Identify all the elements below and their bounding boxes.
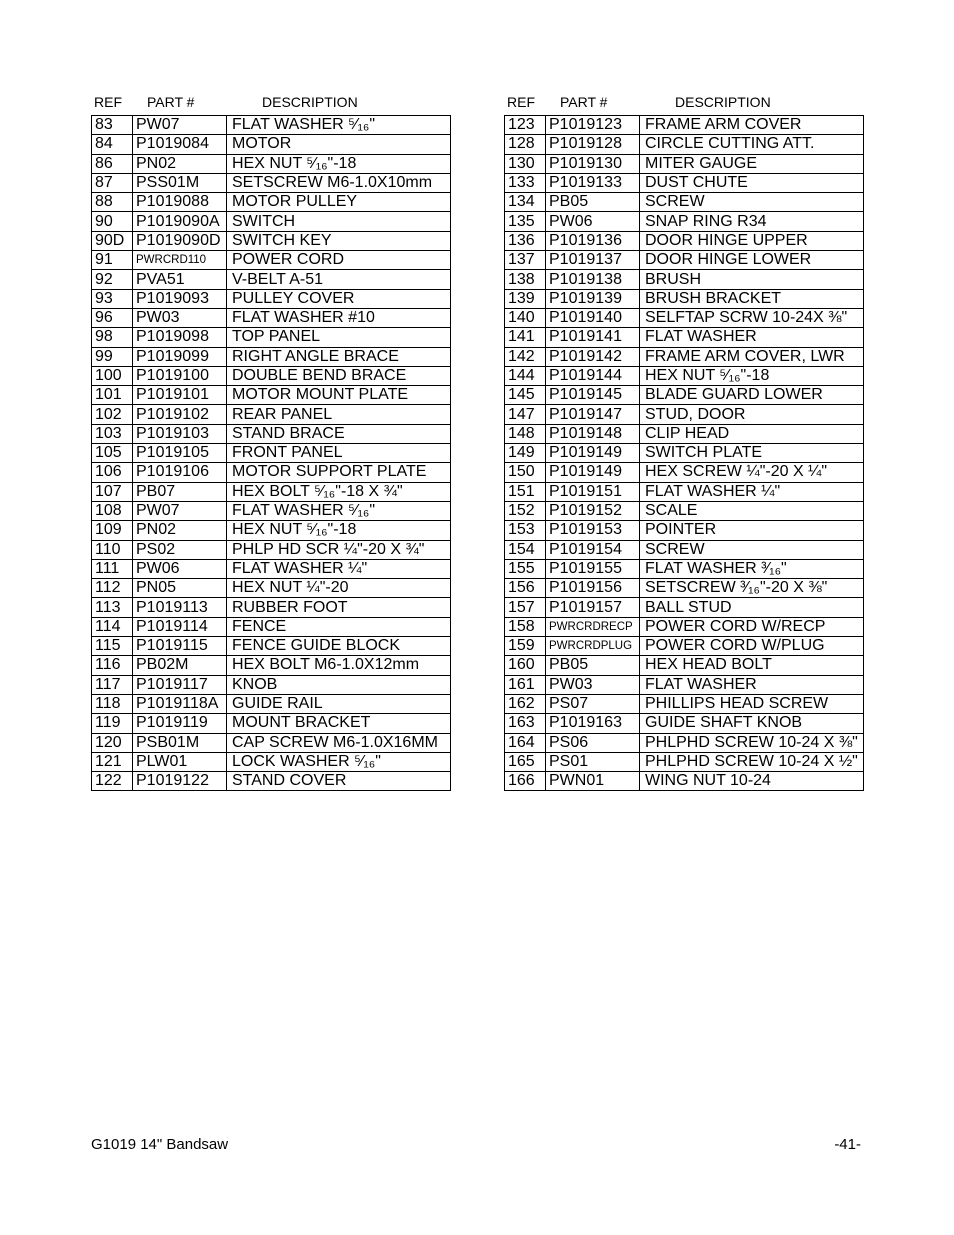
description-cell: WING NUT 10-24 [640, 772, 864, 791]
description-cell: KNOB [227, 675, 451, 694]
part-number-cell: P1019115 [133, 637, 227, 656]
ref-cell: 84 [92, 135, 133, 154]
ref-cell: 150 [505, 463, 546, 482]
description-cell: STAND BRACE [227, 424, 451, 443]
table-row [92, 675, 451, 694]
part-number-cell: P1019141 [546, 328, 640, 347]
ref-cell: 158 [505, 617, 546, 636]
description-cell: PHLP HD SCR ¼"-20 X ¾" [227, 540, 451, 559]
description-cell: PHLPHD SCREW 10-24 X ⅜" [640, 733, 864, 752]
ref-cell: 99 [92, 347, 133, 366]
part-number-cell: P1019114 [133, 617, 227, 636]
description-cell: DUST CHUTE [640, 173, 864, 192]
table-row [92, 289, 451, 308]
part-number-cell: P1019144 [546, 366, 640, 385]
part-number-cell: PWN01 [546, 772, 640, 791]
table-row [505, 366, 864, 385]
part-number-cell: P1019148 [546, 424, 640, 443]
description-cell: SWITCH PLATE [640, 444, 864, 463]
table-row [505, 540, 864, 559]
table-row [92, 772, 451, 791]
part-number-cell: P1019157 [546, 598, 640, 617]
description-cell: GUIDE SHAFT KNOB [640, 714, 864, 733]
description-cell: CLIP HEAD [640, 424, 864, 443]
description-cell: HEX SCREW ¼"-20 X ¼" [640, 463, 864, 482]
part-number-cell: P1019138 [546, 270, 640, 289]
part-number-cell: PLW01 [133, 752, 227, 771]
description-cell: GUIDE RAIL [227, 694, 451, 713]
part-number-cell: P1019088 [133, 193, 227, 212]
ref-cell: 142 [505, 347, 546, 366]
ref-cell: 102 [92, 405, 133, 424]
ref-cell: 118 [92, 694, 133, 713]
part-number-cell: PW03 [546, 675, 640, 694]
ref-cell: 139 [505, 289, 546, 308]
ref-cell: 144 [505, 366, 546, 385]
description-cell: CIRCLE CUTTING ATT. [640, 135, 864, 154]
part-number-cell: P1019136 [546, 231, 640, 250]
ref-cell: 121 [92, 752, 133, 771]
part-number-cell: P1019140 [546, 308, 640, 327]
header-part: PART # [147, 94, 195, 110]
description-cell: SNAP RING R34 [640, 212, 864, 231]
part-number-cell: PW03 [133, 308, 227, 327]
table-row [92, 386, 451, 405]
part-number-cell: P1019155 [546, 559, 640, 578]
table-row [505, 135, 864, 154]
table-row [505, 714, 864, 733]
ref-cell: 111 [92, 559, 133, 578]
ref-cell: 92 [92, 270, 133, 289]
ref-cell: 98 [92, 328, 133, 347]
part-number-cell: PB05 [546, 193, 640, 212]
description-cell: FLAT WASHER ¼" [227, 559, 451, 578]
part-number-cell: P1019100 [133, 366, 227, 385]
table-row [92, 154, 451, 173]
part-number-cell: PS06 [546, 733, 640, 752]
part-number-cell: PSB01M [133, 733, 227, 752]
table-row [505, 424, 864, 443]
description-cell: FLAT WASHER ⁵⁄₁₆" [227, 501, 451, 520]
header-description: DESCRIPTION [262, 94, 358, 110]
part-number-cell: P1019133 [546, 173, 640, 192]
ref-cell: 83 [92, 116, 133, 135]
ref-cell: 87 [92, 173, 133, 192]
description-cell: DOOR HINGE LOWER [640, 251, 864, 270]
description-cell: FLAT WASHER ¼" [640, 482, 864, 501]
part-number-cell: P1019142 [546, 347, 640, 366]
part-number-cell: PB07 [133, 482, 227, 501]
ref-cell: 106 [92, 463, 133, 482]
column-headers [91, 93, 451, 115]
ref-cell: 88 [92, 193, 133, 212]
table-row [505, 656, 864, 675]
description-cell: FLAT WASHER ⁵⁄₁₆" [227, 116, 451, 135]
description-cell: RIGHT ANGLE BRACE [227, 347, 451, 366]
ref-cell: 123 [505, 116, 546, 135]
table-row [92, 752, 451, 771]
table-row [92, 193, 451, 212]
ref-cell: 96 [92, 308, 133, 327]
ref-cell: 107 [92, 482, 133, 501]
ref-cell: 117 [92, 675, 133, 694]
table-row [505, 559, 864, 578]
part-number-cell: P1019122 [133, 772, 227, 791]
header-ref: REF [94, 94, 122, 110]
part-number-cell: PW07 [133, 501, 227, 520]
table-row [505, 308, 864, 327]
part-number-cell: PVA51 [133, 270, 227, 289]
ref-cell: 130 [505, 154, 546, 173]
table-row [505, 173, 864, 192]
ref-cell: 136 [505, 231, 546, 250]
table-row [92, 598, 451, 617]
ref-cell: 149 [505, 444, 546, 463]
description-cell: BLADE GUARD LOWER [640, 386, 864, 405]
ref-cell: 119 [92, 714, 133, 733]
table-row [505, 521, 864, 540]
table-row [505, 501, 864, 520]
description-cell: POWER CORD W/PLUG [640, 637, 864, 656]
description-cell: FRONT PANEL [227, 444, 451, 463]
table-row [92, 405, 451, 424]
ref-cell: 100 [92, 366, 133, 385]
ref-cell: 115 [92, 637, 133, 656]
part-number-cell: PS02 [133, 540, 227, 559]
description-cell: MOTOR PULLEY [227, 193, 451, 212]
ref-cell: 148 [505, 424, 546, 443]
part-number-cell: PN02 [133, 154, 227, 173]
description-cell: SETSCREW ³⁄₁₆"-20 X ⅜" [640, 579, 864, 598]
table-row [92, 270, 451, 289]
description-cell: FENCE [227, 617, 451, 636]
parts-table-left [91, 115, 451, 791]
part-number-cell: P1019139 [546, 289, 640, 308]
ref-cell: 161 [505, 675, 546, 694]
part-number-cell: P1019145 [546, 386, 640, 405]
part-number-cell: P1019105 [133, 444, 227, 463]
ref-cell: 110 [92, 540, 133, 559]
ref-cell: 93 [92, 289, 133, 308]
description-cell: PHLPHD SCREW 10-24 X ½" [640, 752, 864, 771]
table-row [505, 482, 864, 501]
table-row [92, 212, 451, 231]
description-cell: SCALE [640, 501, 864, 520]
ref-cell: 90 [92, 212, 133, 231]
table-row [505, 598, 864, 617]
description-cell: FLAT WASHER [640, 328, 864, 347]
ref-cell: 101 [92, 386, 133, 405]
description-cell: REAR PANEL [227, 405, 451, 424]
part-number-cell: P1019123 [546, 116, 640, 135]
ref-cell: 103 [92, 424, 133, 443]
part-number-cell: P1019119 [133, 714, 227, 733]
table-row [505, 193, 864, 212]
part-number-cell: PWRCRD110 [133, 251, 227, 270]
part-number-cell: P1019103 [133, 424, 227, 443]
part-number-cell: P1019128 [546, 135, 640, 154]
description-cell: POWER CORD W/RECP [640, 617, 864, 636]
table-row [92, 328, 451, 347]
ref-cell: 141 [505, 328, 546, 347]
part-number-cell: P1019137 [546, 251, 640, 270]
ref-cell: 138 [505, 270, 546, 289]
table-row [505, 347, 864, 366]
description-cell: FLAT WASHER #10 [227, 308, 451, 327]
description-cell: MITER GAUGE [640, 154, 864, 173]
description-cell: PULLEY COVER [227, 289, 451, 308]
part-number-cell: PWRCRDPLUG [546, 637, 640, 656]
description-cell: BRUSH BRACKET [640, 289, 864, 308]
part-number-cell: P1019102 [133, 405, 227, 424]
part-number-cell: PB02M [133, 656, 227, 675]
table-row [92, 424, 451, 443]
table-row [92, 540, 451, 559]
header-ref: REF [507, 94, 535, 110]
description-cell: FRAME ARM COVER, LWR [640, 347, 864, 366]
description-cell: STUD, DOOR [640, 405, 864, 424]
description-cell: CAP SCREW M6-1.0X16MM [227, 733, 451, 752]
table-row [505, 231, 864, 250]
ref-cell: 162 [505, 694, 546, 713]
part-number-cell: PSS01M [133, 173, 227, 192]
part-number-cell: P1019118A [133, 694, 227, 713]
table-row [92, 463, 451, 482]
part-number-cell: P1019147 [546, 405, 640, 424]
ref-cell: 155 [505, 559, 546, 578]
description-cell: FRAME ARM COVER [640, 116, 864, 135]
description-cell: TOP PANEL [227, 328, 451, 347]
description-cell: V-BELT A-51 [227, 270, 451, 289]
description-cell: MOTOR SUPPORT PLATE [227, 463, 451, 482]
ref-cell: 112 [92, 579, 133, 598]
description-cell: DOOR HINGE UPPER [640, 231, 864, 250]
table-row [505, 444, 864, 463]
footer-page-number: -41- [834, 1136, 861, 1153]
header-part: PART # [560, 94, 608, 110]
footer-model-title: G1019 14" Bandsaw [91, 1136, 229, 1153]
table-row [505, 116, 864, 135]
description-cell: HEX NUT ¼"-20 [227, 579, 451, 598]
table-row [505, 752, 864, 771]
description-cell: HEX BOLT ⁵⁄₁₆"-18 X ¾" [227, 482, 451, 501]
table-row [92, 521, 451, 540]
table-row [92, 617, 451, 636]
table-row [92, 251, 451, 270]
ref-cell: 90D [92, 231, 133, 250]
part-number-cell: P1019101 [133, 386, 227, 405]
description-cell: SCREW [640, 540, 864, 559]
description-cell: BALL STUD [640, 598, 864, 617]
ref-cell: 114 [92, 617, 133, 636]
part-number-cell: P1019152 [546, 501, 640, 520]
ref-cell: 120 [92, 733, 133, 752]
ref-cell: 91 [92, 251, 133, 270]
table-row [505, 463, 864, 482]
parts-table-right [504, 115, 864, 791]
part-number-cell: PW06 [133, 559, 227, 578]
ref-cell: 133 [505, 173, 546, 192]
parts-list-right [504, 93, 864, 791]
table-row [505, 675, 864, 694]
ref-cell: 151 [505, 482, 546, 501]
table-row [92, 444, 451, 463]
part-number-cell: PW06 [546, 212, 640, 231]
ref-cell: 140 [505, 308, 546, 327]
part-number-cell: P1019090A [133, 212, 227, 231]
table-row [505, 579, 864, 598]
ref-cell: 166 [505, 772, 546, 791]
ref-cell: 134 [505, 193, 546, 212]
description-cell: SCREW [640, 193, 864, 212]
ref-cell: 105 [92, 444, 133, 463]
ref-cell: 165 [505, 752, 546, 771]
table-row [92, 135, 451, 154]
part-number-cell: P1019156 [546, 579, 640, 598]
table-row [505, 733, 864, 752]
table-row [505, 637, 864, 656]
table-row [92, 482, 451, 501]
description-cell: SWITCH KEY [227, 231, 451, 250]
ref-cell: 156 [505, 579, 546, 598]
table-row [92, 559, 451, 578]
ref-cell: 157 [505, 598, 546, 617]
description-cell: LOCK WASHER ⁵⁄₁₆" [227, 752, 451, 771]
part-number-cell: P1019090D [133, 231, 227, 250]
description-cell: PHILLIPS HEAD SCREW [640, 694, 864, 713]
description-cell: HEX BOLT M6-1.0X12mm [227, 656, 451, 675]
table-row [92, 637, 451, 656]
part-number-cell: PW07 [133, 116, 227, 135]
ref-cell: 163 [505, 714, 546, 733]
table-row [92, 308, 451, 327]
description-cell: BRUSH [640, 270, 864, 289]
table-row [505, 289, 864, 308]
ref-cell: 135 [505, 212, 546, 231]
table-row [92, 366, 451, 385]
part-number-cell: P1019099 [133, 347, 227, 366]
parts-list-left [91, 93, 451, 791]
description-cell: POINTER [640, 521, 864, 540]
table-row [92, 347, 451, 366]
part-number-cell: P1019149 [546, 463, 640, 482]
part-number-cell: P1019084 [133, 135, 227, 154]
part-number-cell: P1019151 [546, 482, 640, 501]
part-number-cell: PB05 [546, 656, 640, 675]
table-row [505, 251, 864, 270]
table-row [92, 231, 451, 250]
description-cell: STAND COVER [227, 772, 451, 791]
part-number-cell: P1019093 [133, 289, 227, 308]
table-row [505, 772, 864, 791]
description-cell: FLAT WASHER ³⁄₁₆" [640, 559, 864, 578]
ref-cell: 164 [505, 733, 546, 752]
table-row [92, 694, 451, 713]
ref-cell: 137 [505, 251, 546, 270]
table-row [505, 154, 864, 173]
ref-cell: 152 [505, 501, 546, 520]
table-row [505, 270, 864, 289]
header-description: DESCRIPTION [675, 94, 771, 110]
ref-cell: 154 [505, 540, 546, 559]
description-cell: MOUNT BRACKET [227, 714, 451, 733]
ref-cell: 86 [92, 154, 133, 173]
column-headers [504, 93, 864, 115]
part-number-cell: P1019163 [546, 714, 640, 733]
description-cell: SELFTAP SCRW 10-24X ⅜" [640, 308, 864, 327]
description-cell: FLAT WASHER [640, 675, 864, 694]
ref-cell: 159 [505, 637, 546, 656]
ref-cell: 116 [92, 656, 133, 675]
table-row [505, 694, 864, 713]
part-number-cell: P1019098 [133, 328, 227, 347]
part-number-cell: PN05 [133, 579, 227, 598]
ref-cell: 153 [505, 521, 546, 540]
ref-cell: 108 [92, 501, 133, 520]
description-cell: HEX HEAD BOLT [640, 656, 864, 675]
part-number-cell: PS07 [546, 694, 640, 713]
ref-cell: 113 [92, 598, 133, 617]
table-row [92, 579, 451, 598]
description-cell: SWITCH [227, 212, 451, 231]
description-cell: MOTOR [227, 135, 451, 154]
description-cell: HEX NUT ⁵⁄₁₆"-18 [640, 366, 864, 385]
ref-cell: 145 [505, 386, 546, 405]
part-number-cell: P1019106 [133, 463, 227, 482]
table-row [505, 212, 864, 231]
part-number-cell: P1019154 [546, 540, 640, 559]
table-row [92, 501, 451, 520]
part-number-cell: P1019130 [546, 154, 640, 173]
table-row [92, 733, 451, 752]
table-row [505, 328, 864, 347]
description-cell: HEX NUT ⁵⁄₁₆"-18 [227, 154, 451, 173]
description-cell: FENCE GUIDE BLOCK [227, 637, 451, 656]
part-number-cell: P1019149 [546, 444, 640, 463]
ref-cell: 128 [505, 135, 546, 154]
description-cell: HEX NUT ⁵⁄₁₆"-18 [227, 521, 451, 540]
table-row [505, 405, 864, 424]
part-number-cell: P1019117 [133, 675, 227, 694]
table-row [92, 656, 451, 675]
part-number-cell: P1019113 [133, 598, 227, 617]
ref-cell: 147 [505, 405, 546, 424]
table-row [505, 617, 864, 636]
part-number-cell: PS01 [546, 752, 640, 771]
part-number-cell: PWRCRDRECP [546, 617, 640, 636]
description-cell: SETSCREW M6-1.0X10mm [227, 173, 451, 192]
ref-cell: 160 [505, 656, 546, 675]
part-number-cell: PN02 [133, 521, 227, 540]
part-number-cell: P1019153 [546, 521, 640, 540]
table-row [505, 386, 864, 405]
table-row [92, 714, 451, 733]
description-cell: RUBBER FOOT [227, 598, 451, 617]
table-row [92, 173, 451, 192]
description-cell: MOTOR MOUNT PLATE [227, 386, 451, 405]
description-cell: DOUBLE BEND BRACE [227, 366, 451, 385]
description-cell: POWER CORD [227, 251, 451, 270]
table-row [92, 116, 451, 135]
ref-cell: 109 [92, 521, 133, 540]
ref-cell: 122 [92, 772, 133, 791]
